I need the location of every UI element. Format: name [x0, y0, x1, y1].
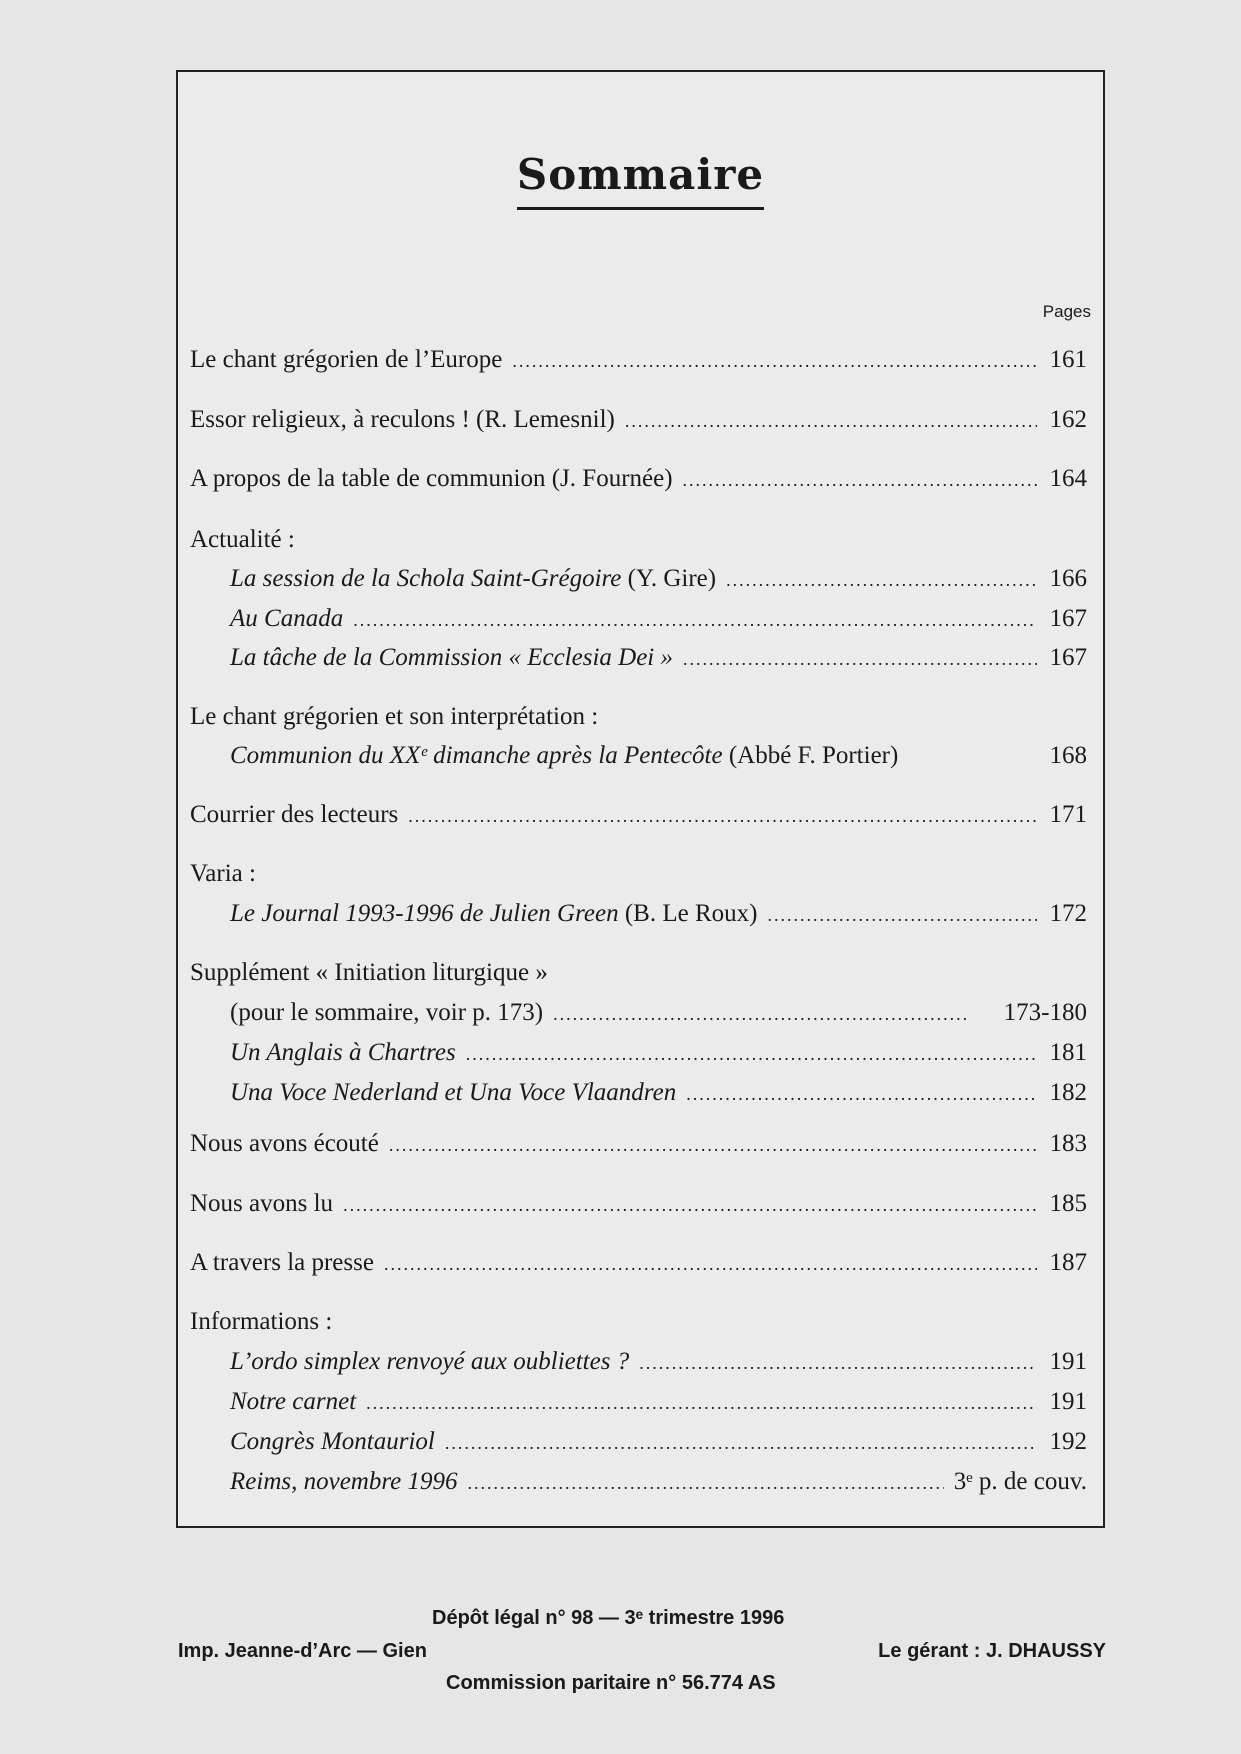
toc-entry-title: Notre carnet — [230, 1388, 357, 1415]
toc-entry — [190, 346, 1087, 380]
toc-page-number: 191 — [1049, 1388, 1087, 1415]
toc-leader-dots — [639, 1353, 1037, 1374]
toc-entry-title: Un Anglais à Chartres — [230, 1039, 456, 1066]
commission-paritaire: Commission paritaire n° 56.774 AS — [446, 1672, 776, 1694]
toc-entry — [230, 1388, 1087, 1422]
toc-entry — [230, 1428, 1087, 1462]
toc-entry — [230, 999, 1087, 1033]
contents-frame — [176, 70, 1105, 1528]
toc-entry-title: La session de la Schola Saint-Grégoire (Y. Gire) — [230, 565, 717, 592]
toc-page-number: 192 — [1049, 1428, 1087, 1455]
toc-entry — [230, 900, 1087, 934]
toc-page-number: 167 — [1049, 605, 1087, 632]
toc-entry — [190, 801, 1087, 835]
toc-entry-title: Le Journal 1993-1996 de Julien Green (B. Le Roux) — [230, 900, 758, 927]
toc-entry — [230, 742, 1087, 776]
toc-entry — [230, 1468, 1087, 1502]
toc-page-number: 187 — [1049, 1249, 1087, 1276]
page-title-wrap — [178, 150, 1103, 210]
toc-entry — [230, 1039, 1087, 1073]
gerant: Le gérant : J. DHAUSSY — [878, 1640, 1106, 1662]
toc-page-number: 185 — [1049, 1190, 1087, 1217]
toc-entry — [230, 1348, 1087, 1382]
toc-leader-dots — [408, 806, 1037, 827]
toc-section-heading: Informations : — [190, 1308, 333, 1335]
toc-entry — [190, 1249, 1087, 1283]
toc-page-number: 168 — [1049, 742, 1087, 769]
toc-leader-dots — [683, 649, 1037, 670]
toc-entry — [190, 1130, 1087, 1164]
toc-leader-dots — [625, 411, 1037, 432]
toc-leader-dots — [686, 1084, 1037, 1105]
toc-leader-dots — [512, 351, 1037, 372]
toc-entry — [190, 406, 1087, 440]
toc-entry — [230, 565, 1087, 599]
toc-leader-dots — [553, 1004, 967, 1025]
toc-section-heading: Supplément « Initiation liturgique » — [190, 959, 548, 986]
toc-entry — [230, 1079, 1087, 1113]
toc-entry — [230, 644, 1087, 678]
toc-page-number: 182 — [1049, 1079, 1087, 1106]
page-title: Sommaire — [517, 150, 764, 210]
toc-page-number: 161 — [1049, 346, 1087, 373]
toc-section-heading: Le chant grégorien et son interprétation : — [190, 703, 599, 730]
toc-entry-title: A propos de la table de communion (J. Fournée) — [190, 465, 673, 492]
toc-leader-dots — [726, 570, 1037, 591]
toc-leader-dots — [353, 610, 1037, 631]
toc-page-number: 173-180 — [1003, 999, 1087, 1026]
toc-page-number: 181 — [1049, 1039, 1087, 1066]
toc-page-number: 3ᵉ p. de couv. — [953, 1468, 1087, 1495]
toc-entry-title: La tâche de la Commission « Ecclesia Dei » — [230, 644, 673, 671]
toc-leader-dots — [343, 1195, 1037, 1216]
toc-entry-title: Le chant grégorien de l’Europe — [190, 346, 503, 373]
toc-page-number: 166 — [1049, 565, 1087, 592]
toc-leader-dots — [389, 1135, 1037, 1156]
depot-legal: Dépôt légal n° 98 — 3ᵉ trimestre 1996 — [432, 1607, 785, 1629]
toc-leader-dots — [445, 1433, 1037, 1454]
toc-leader-dots — [466, 1044, 1037, 1065]
toc-entry — [190, 1190, 1087, 1224]
toc-section-heading: Varia : — [190, 860, 256, 887]
pages-column-label: Pages — [1042, 302, 1091, 321]
toc-page-number: 162 — [1049, 406, 1087, 433]
toc-leader-dots — [683, 470, 1037, 491]
toc-entry-title: L’ordo simplex renvoyé aux oubliettes ? — [230, 1348, 630, 1375]
toc-entry — [190, 465, 1087, 499]
toc-page-number: 172 — [1049, 900, 1087, 927]
toc-section-heading: Actualité : — [190, 526, 295, 553]
toc-leader-dots — [767, 905, 1037, 926]
toc-entry-title: Nous avons écouté — [190, 1130, 379, 1157]
toc-page-number: 171 — [1049, 801, 1087, 828]
toc-leader-dots — [468, 1473, 944, 1494]
toc-entry-title: Nous avons lu — [190, 1190, 334, 1217]
toc-entry-title: Communion du XXᵉ dimanche après la Pentecôte (Abbé F. Portier) — [230, 742, 899, 769]
toc-page-number: 183 — [1049, 1130, 1087, 1157]
toc-entry-title: Reims, novembre 1996 — [230, 1468, 458, 1495]
toc-entry — [230, 605, 1087, 639]
imprimeur: Imp. Jeanne-d’Arc — Gien — [178, 1640, 427, 1662]
toc-leader-dots — [366, 1393, 1037, 1414]
toc-page-number: 167 — [1049, 644, 1087, 671]
toc-entry-title: Congrès Montauriol — [230, 1428, 435, 1455]
toc-entry-title: Au Canada — [230, 605, 344, 632]
toc-page-number: 164 — [1049, 465, 1087, 492]
toc-entry-title: A travers la presse — [190, 1249, 374, 1276]
toc-entry-title: Courrier des lecteurs — [190, 801, 399, 828]
toc-entry-title: Essor religieux, à reculons ! (R. Lemesnil) — [190, 406, 615, 433]
toc-entry-title: Una Voce Nederland et Una Voce Vlaandren — [230, 1079, 677, 1106]
toc-leader-dots — [384, 1254, 1037, 1275]
toc-page-number: 191 — [1049, 1348, 1087, 1375]
toc-entry-title: (pour le sommaire, voir p. 173) — [230, 999, 544, 1026]
